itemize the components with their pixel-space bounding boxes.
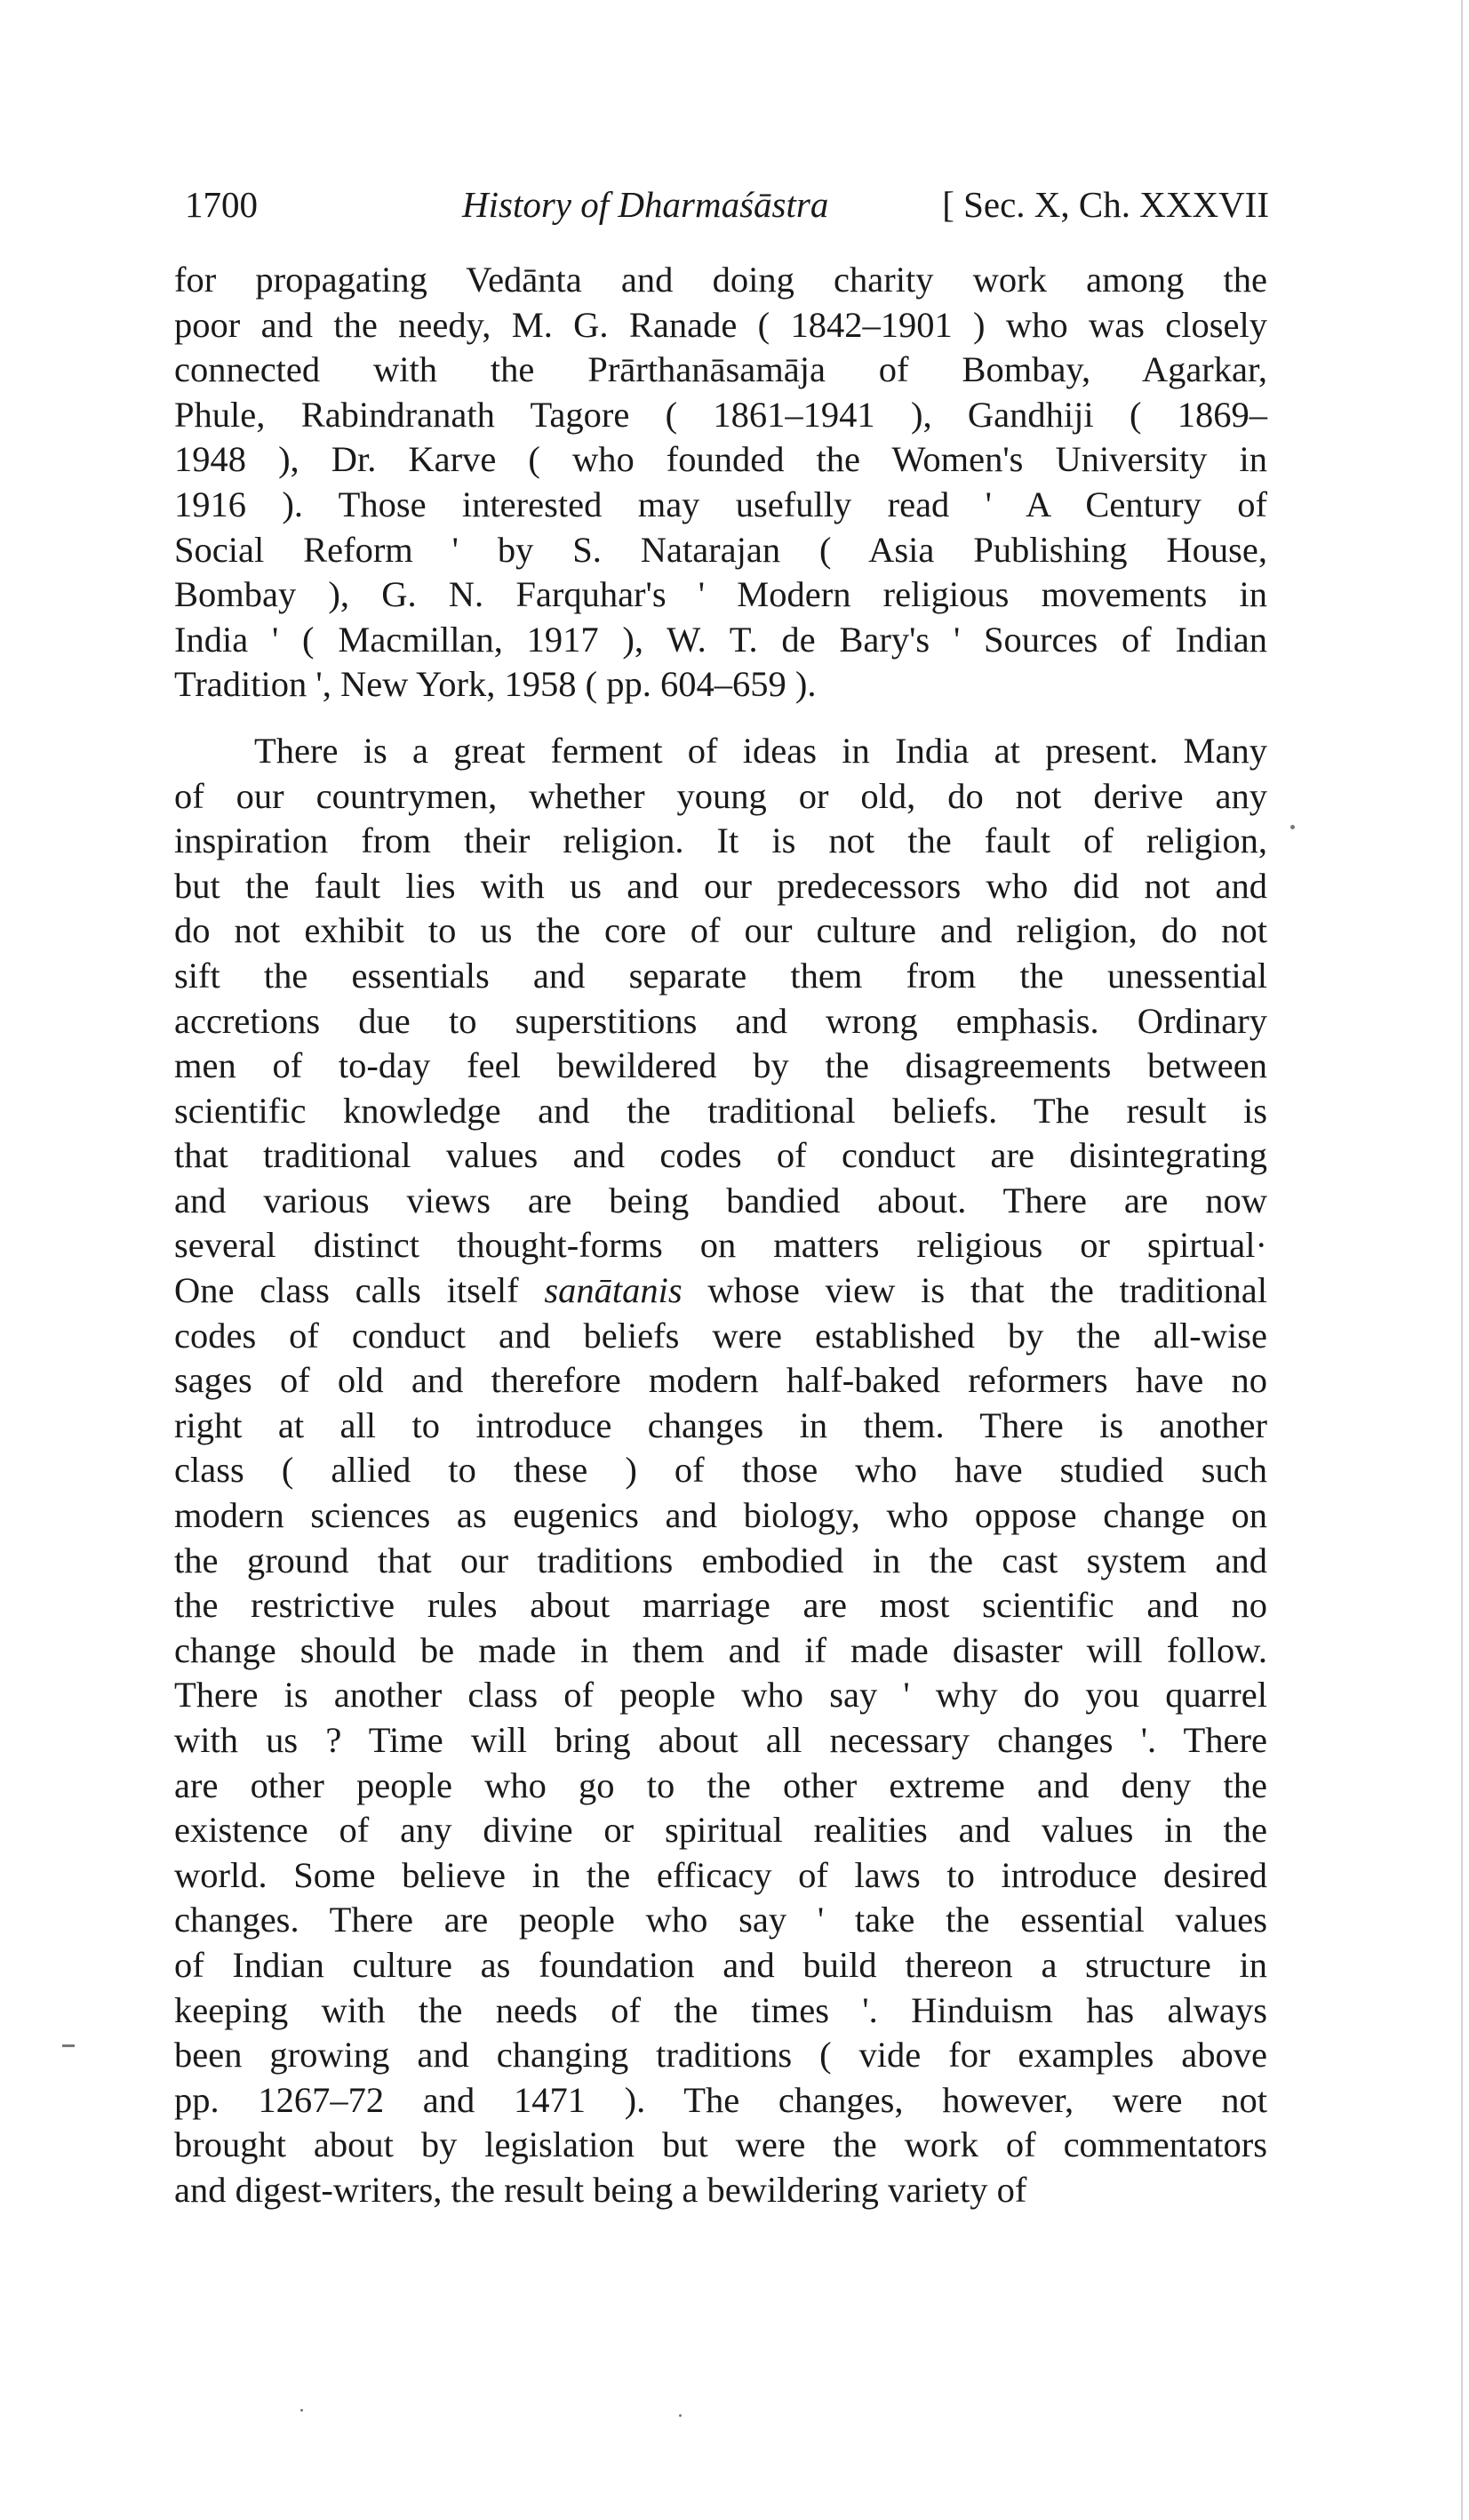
line-text: There is another class of people who say ' why do you quarrel <box>174 1675 1267 1716</box>
text-line <box>174 1044 1267 1089</box>
line-text: Phule, Rabindranath Tagore ( 1861–1941 ), Gandhiji ( 1869– <box>174 394 1267 435</box>
running-title: History of Dharmaśāstra <box>462 184 829 225</box>
line-text: are other people who go to the other extreme and deny the <box>174 1764 1267 1805</box>
text-line <box>174 1493 1267 1539</box>
text-line <box>174 348 1267 393</box>
text-line <box>174 303 1267 348</box>
line-text: of our countrymen, whether young or old, do not derive any <box>174 775 1267 816</box>
text-line <box>174 528 1267 573</box>
line-text: connected with the Prārthanāsamāja of Bombay, Agarkar, <box>174 349 1267 390</box>
line-text: change should be made in them and if made disaster will follow. <box>174 1629 1267 1670</box>
line-text: modern sciences as eugenics and biology, who oppose change on <box>174 1495 1267 1536</box>
line-text: the ground that our traditions embodied in the cast system and <box>174 1540 1267 1580</box>
line-text: of Indian culture as foundation and build thereon a structure in <box>174 1944 1267 1985</box>
line-text: sages of old and therefore modern half-baked reformers have no <box>174 1360 1267 1401</box>
line-text: Social Reform ' by S. Natarajan ( Asia Publishing House, <box>174 529 1267 570</box>
line-text: brought about by legislation but were the work of commentators <box>174 2124 1267 2165</box>
text-line <box>174 954 1267 999</box>
line-text: been growing and changing traditions ( vide for examples above <box>174 2035 1267 2076</box>
text-line <box>174 1718 1267 1764</box>
line-text: 1948 ), Dr. Karve ( who founded the Women's University in <box>174 439 1267 480</box>
text-line <box>174 483 1267 528</box>
paragraph-2 <box>174 729 1267 2213</box>
paragraph-1 <box>174 258 1267 708</box>
text-line <box>174 393 1267 438</box>
text-line <box>174 618 1267 663</box>
line-text: with us ? Time will bring about all necessary changes '. There <box>174 1720 1267 1760</box>
scan-speck <box>1290 825 1295 829</box>
line-text: and digest-writers, the result being a bewildering variety of <box>174 2169 1027 2210</box>
text-line <box>174 1089 1267 1134</box>
text-line <box>174 729 1267 774</box>
line-text: for propagating Vedānta and doing charity work among the <box>174 260 1267 300</box>
line-text: whose view is that the traditional <box>682 1270 1267 1311</box>
text-line <box>174 864 1267 909</box>
scan-mark <box>62 2044 75 2047</box>
line-text: scientific knowledge and the traditional beliefs. The result is <box>174 1090 1267 1131</box>
section-reference: [ Sec. X, Ch. XXXVII <box>942 184 1269 225</box>
text-line <box>174 1764 1267 1809</box>
text-line <box>174 2123 1267 2168</box>
line-text: that traditional values and codes of conduct are disintegrating <box>174 1135 1267 1176</box>
line-text: There is a great ferment of ideas in India at present. Many <box>254 730 1267 771</box>
text-line <box>174 1628 1267 1674</box>
line-text: codes of conduct and beliefs were established by the all-wise <box>174 1315 1267 1356</box>
text-line <box>174 1268 1267 1314</box>
text-line <box>174 258 1267 303</box>
text-line <box>174 1808 1267 1853</box>
line-text: Tradition ', New York, 1958 ( pp. 604–659 ). <box>174 664 817 705</box>
page-number: 1700 <box>185 184 258 225</box>
text-line <box>174 2168 1267 2213</box>
line-text: India ' ( Macmillan, 1917 ), W. T. de Bary's ' Sources of Indian <box>174 619 1267 660</box>
text-line <box>174 819 1267 864</box>
text-line <box>174 1133 1267 1179</box>
text-line <box>174 908 1267 954</box>
page-edge-rule <box>1461 0 1463 2520</box>
line-text: class ( allied to these ) of those who have studied such <box>174 1450 1267 1491</box>
line-text: One class calls itself <box>174 1270 545 1311</box>
line-text: the restrictive rules about marriage are most scientific and no <box>174 1585 1267 1626</box>
line-text: existence of any divine or spiritual realities and values in the <box>174 1810 1267 1851</box>
text-line <box>174 662 1267 708</box>
line-text: right at all to introduce changes in them. There is another <box>174 1404 1267 1445</box>
italic-term: sanātanis <box>544 1270 683 1311</box>
line-text: several distinct thought-forms on matters religious or spirtual· <box>174 1225 1267 1266</box>
text-line <box>174 1853 1267 1899</box>
line-text: accretions due to superstitions and wrong emphasis. Ordinary <box>174 1000 1267 1041</box>
body-text <box>174 258 1267 2213</box>
line-text: 1916 ). Those interested may usefully read ' A Century of <box>174 484 1267 524</box>
line-text: Bombay ), G. N. Farquhar's ' Modern religious movements in <box>174 574 1267 615</box>
text-line <box>174 1539 1267 1584</box>
text-line <box>174 774 1267 820</box>
text-line <box>174 1179 1267 1224</box>
line-text: changes. There are people who say ' take the essential values <box>174 1900 1267 1940</box>
line-text: and various views are being bandied about. There are now <box>174 1180 1267 1220</box>
scan-speck <box>300 2409 303 2412</box>
text-line <box>174 572 1267 618</box>
text-line <box>174 1583 1267 1628</box>
line-text: sift the essentials and separate them from the unessential <box>174 955 1267 996</box>
text-line <box>174 1988 1267 2034</box>
text-line <box>174 1358 1267 1404</box>
line-text: inspiration from their religion. It is not the fault of religion, <box>174 820 1267 861</box>
scan-speck <box>679 2414 682 2417</box>
text-line <box>174 1404 1267 1449</box>
text-line <box>174 2033 1267 2078</box>
text-line <box>174 437 1267 483</box>
text-line <box>174 1943 1267 1988</box>
line-text: men of to-day feel bewildered by the disagreements between <box>174 1045 1267 1086</box>
line-text: do not exhibit to us the core of our culture and religion, do not <box>174 910 1267 951</box>
text-line <box>174 999 1267 1044</box>
text-line <box>174 1898 1267 1943</box>
line-text: poor and the needy, M. G. Ranade ( 1842–1901 ) who was closely <box>174 304 1267 345</box>
line-text: world. Some believe in the efficacy of laws to introduce desired <box>174 1854 1267 1895</box>
line-text: pp. 1267–72 and 1471 ). The changes, however, were not <box>174 2079 1267 2120</box>
line-text: keeping with the needs of the times '. Hinduism has always <box>174 1989 1267 2030</box>
text-line <box>174 1223 1267 1268</box>
line-text: but the fault lies with us and our predecessors who did not and <box>174 865 1267 906</box>
text-line <box>174 1448 1267 1493</box>
text-line <box>174 2078 1267 2124</box>
running-header <box>185 178 1269 231</box>
text-line <box>174 1673 1267 1718</box>
text-line <box>174 1314 1267 1359</box>
